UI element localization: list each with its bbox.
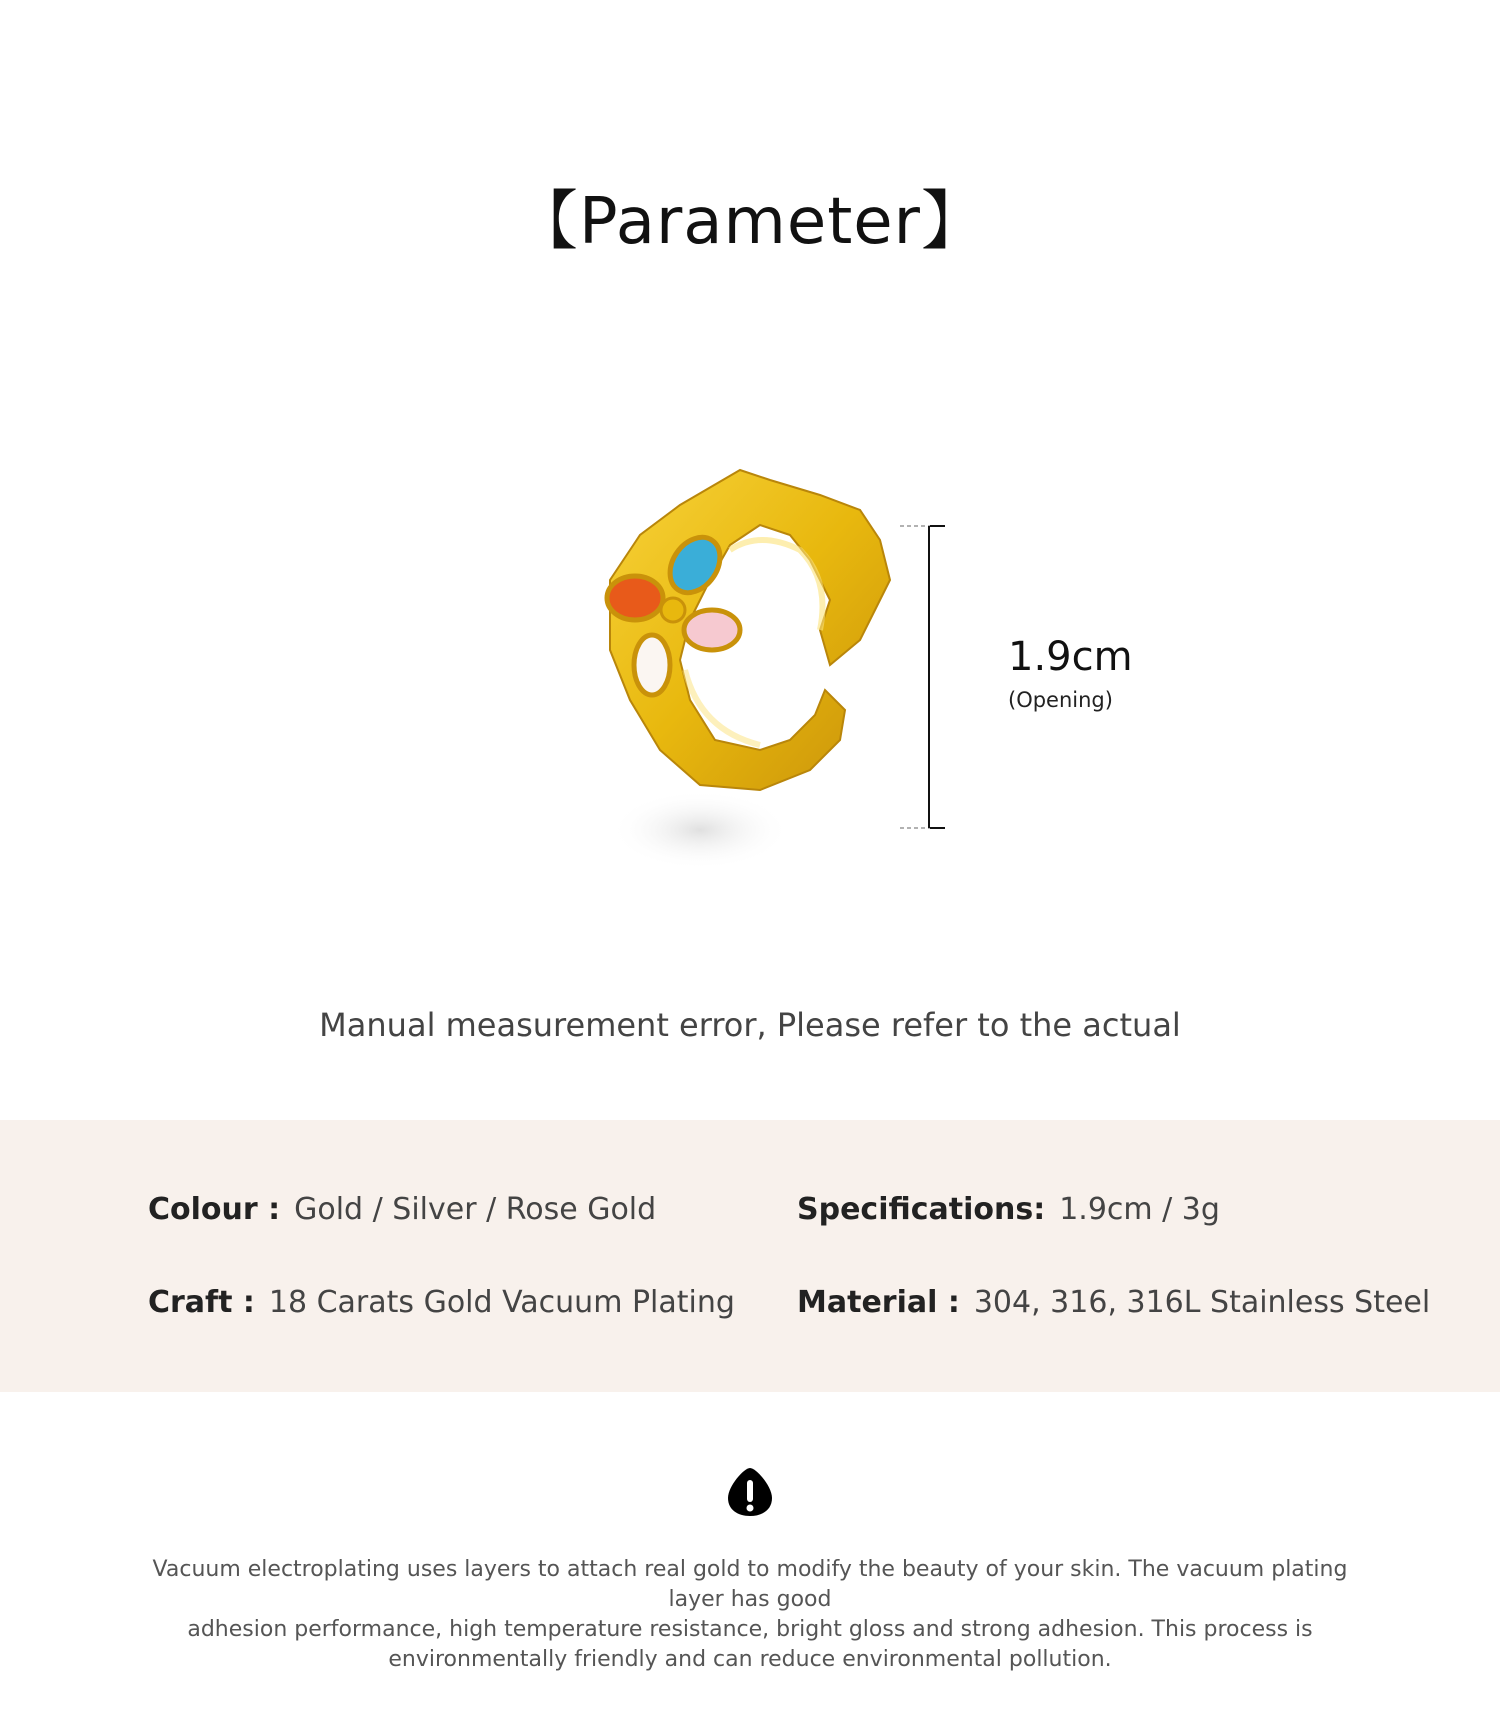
spec-material xyxy=(797,1285,1430,1320)
measurement-disclaimer: Manual measurement error, Please refer to the actual xyxy=(319,1006,1181,1044)
spec-material-label: Material : xyxy=(797,1285,960,1320)
plating-description-line: environmentally friendly and can reduce environmental pollution. xyxy=(388,1647,1112,1672)
flower-center xyxy=(661,598,685,622)
spec-colour-label: Colour : xyxy=(148,1192,281,1227)
spec-specifications-label: Specifications: xyxy=(797,1192,1046,1227)
petal-orange xyxy=(607,576,663,620)
spec-craft-label: Craft : xyxy=(148,1285,255,1320)
plating-description-line: adhesion performance, high temperature resistance, bright gloss and strong adhesion. This process is xyxy=(187,1617,1313,1642)
spec-panel xyxy=(0,1120,1500,1392)
spec-material-value: 304, 316, 316L Stainless Steel xyxy=(973,1285,1431,1320)
page-title: 【Parameter】 xyxy=(514,185,986,259)
petal-pink xyxy=(684,610,740,650)
spec-colour xyxy=(148,1192,656,1227)
spec-craft xyxy=(148,1285,735,1320)
spec-craft-value: 18 Carats Gold Vacuum Plating xyxy=(268,1285,735,1320)
plating-description xyxy=(130,1555,1370,1675)
spec-specifications xyxy=(797,1192,1220,1227)
spec-specifications-value: 1.9cm / 3g xyxy=(1059,1192,1220,1227)
plating-description-line: Vacuum electroplating uses layers to attach real gold to modify the beauty of your skin. The vacuum plating layer has good xyxy=(152,1557,1348,1612)
petal-white xyxy=(634,635,670,695)
ring-shadow xyxy=(610,790,790,870)
exclamation-icon xyxy=(726,1466,774,1518)
spec-colour-value: Gold / Silver / Rose Gold xyxy=(294,1192,657,1227)
